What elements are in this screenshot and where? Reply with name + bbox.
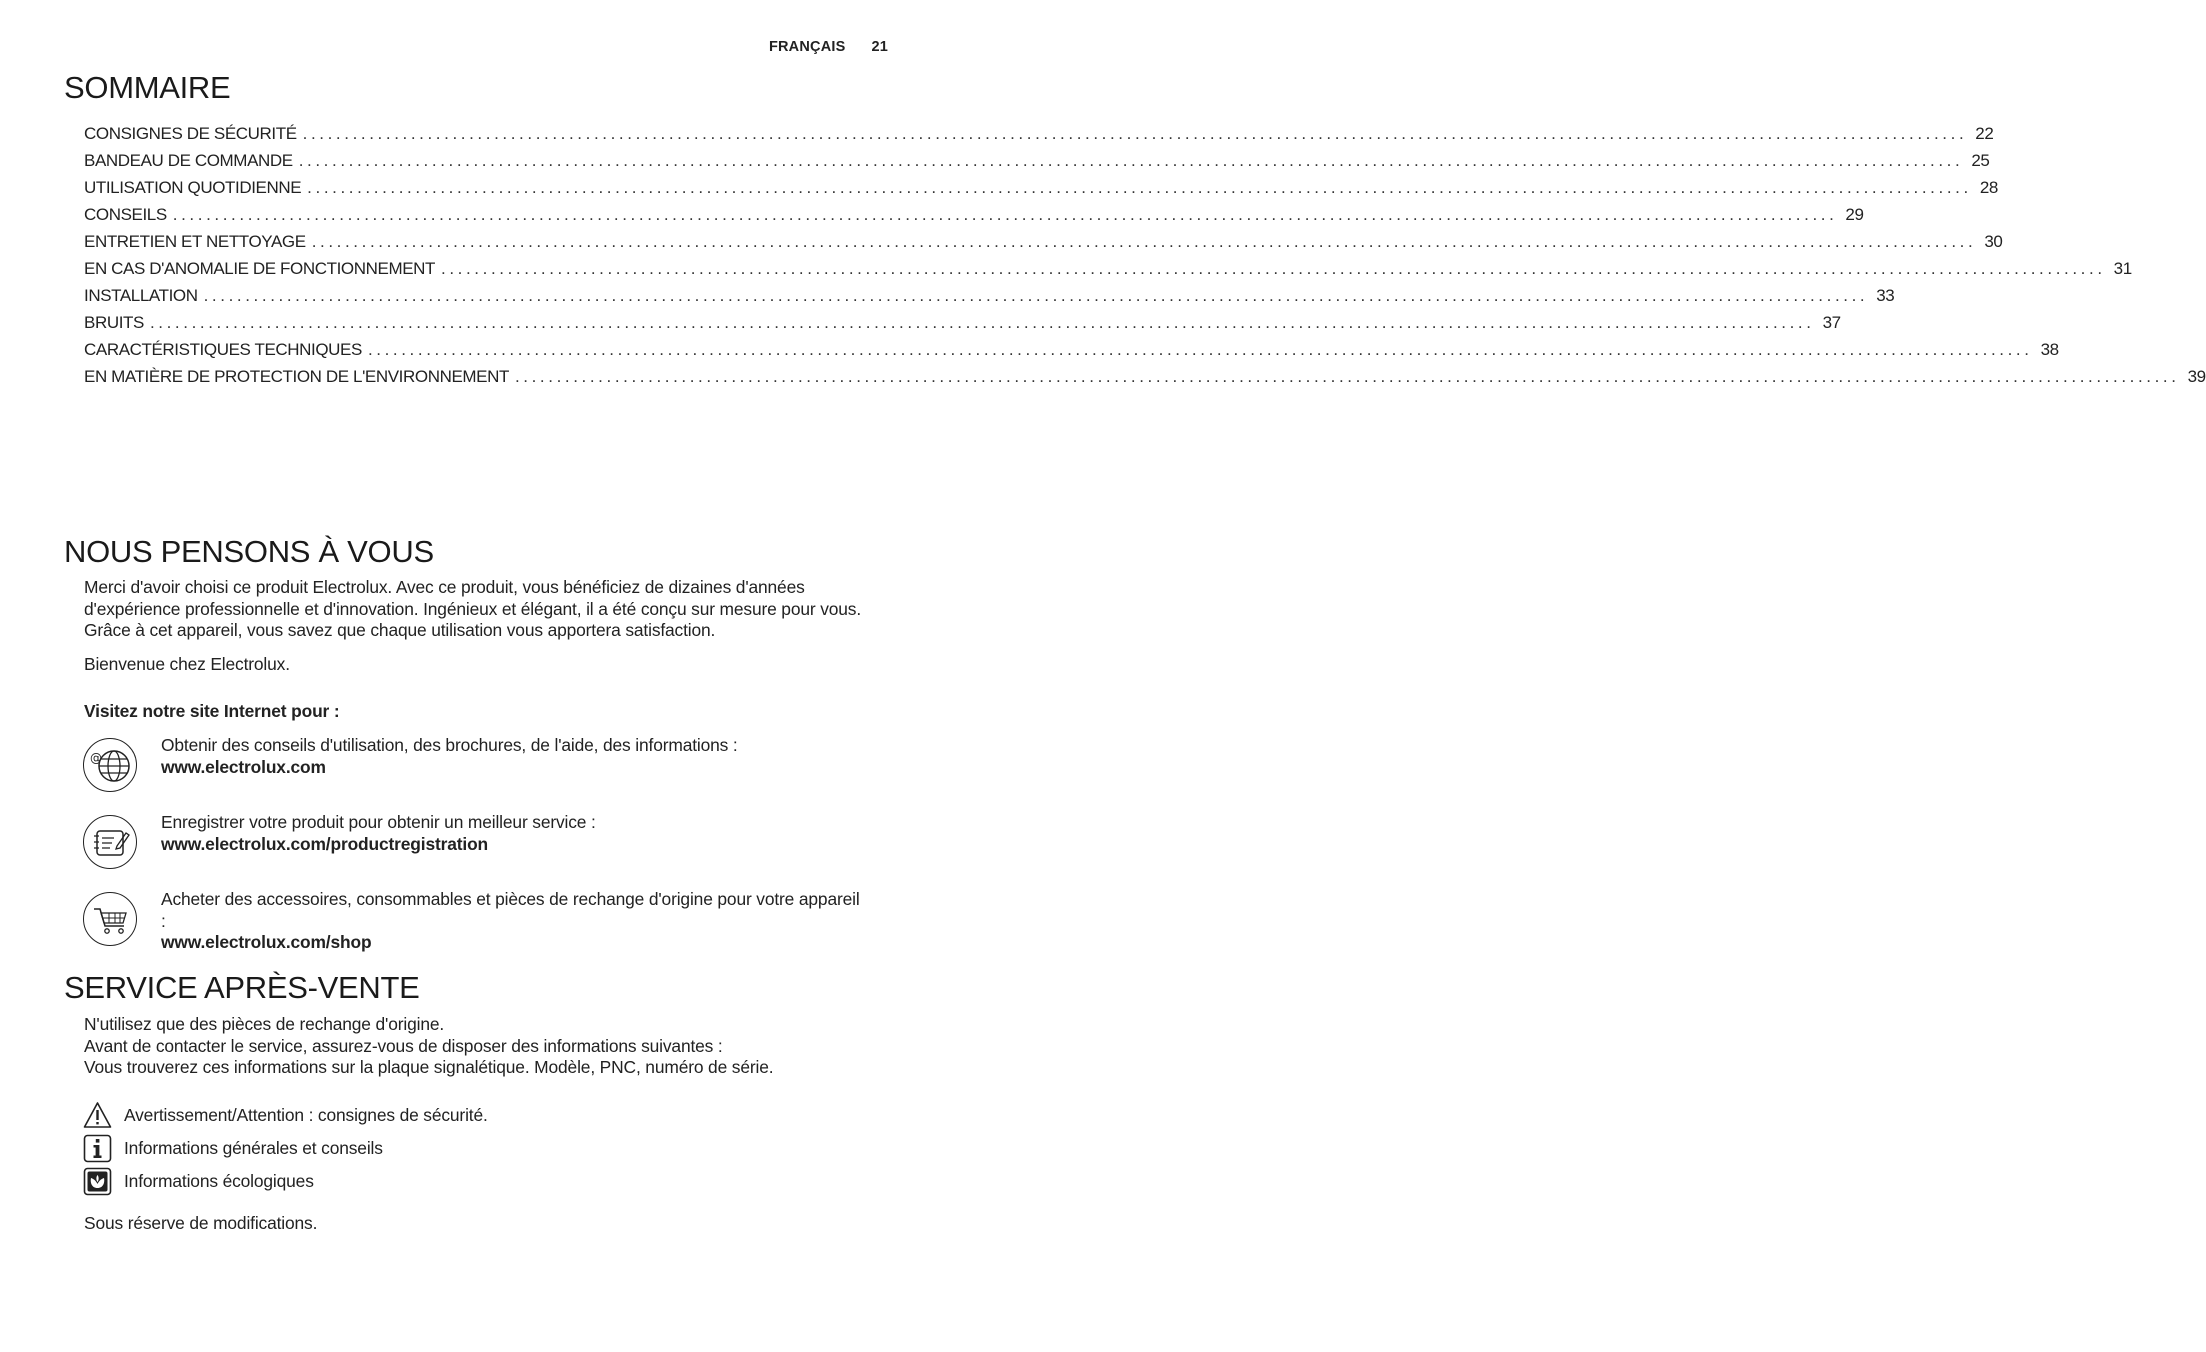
language-label: FRANÇAIS	[768, 39, 846, 55]
toc-entry-page: 37	[1822, 313, 1841, 332]
service-line: Vous trouverez ces informations sur la plaque signalétique. Modèle, PNC, numéro de série.	[84, 1057, 774, 1077]
warning-label: Avertissement/Attention : consignes de sécurité.	[124, 1105, 488, 1125]
symbol-legend-eco	[83, 1167, 314, 1196]
info-label: Informations générales et conseils	[124, 1138, 383, 1158]
footer-note: Sous réserve de modifications.	[84, 1213, 318, 1233]
visit-item-text: Enregistrer votre produit pour obtenir un meilleur service :	[161, 812, 596, 832]
toc-entry[interactable]	[84, 232, 2003, 259]
registration-form-icon	[83, 815, 137, 869]
intro-title: NOUS PENSONS À VOUS	[64, 534, 434, 569]
toc-entry-title: UTILISATION QUOTIDIENNE	[84, 178, 302, 197]
toc-entry-title: CONSIGNES DE SÉCURITÉ	[84, 124, 297, 143]
toc-entry-page: 25	[1971, 151, 1990, 170]
visit-heading: Visitez notre site Internet pour :	[84, 701, 340, 721]
toc-entry-title: EN CAS D'ANOMALIE DE FONCTIONNEMENT	[84, 259, 436, 278]
visit-item-text: Acheter des accessoires, consommables et pièces de rechange d'origine pour votre appareil :	[161, 889, 860, 931]
toc-entry-page: 28	[1979, 178, 1998, 197]
toc-entry-page: 31	[2113, 259, 2132, 278]
symbol-legend-warning	[83, 1101, 488, 1130]
web-globe-icon	[83, 738, 137, 792]
toc-leader-dots: ........................................................................................................................................................................................................	[307, 178, 1972, 197]
shopping-cart-icon	[83, 892, 137, 946]
visit-item	[161, 889, 861, 954]
product-registration-link[interactable]: www.electrolux.com/productregistration	[161, 833, 489, 854]
intro-paragraph: Merci d'avoir choisi ce produit Electrolux. Avec ce produit, vous bénéficiez de dizaines d'années d'expérience professionnelle et d'innovation. Ingénieux et élégant, il a été conçu sur mesure pour vous. Grâce à cet appareil, vous savez que chaque utilisation vous apportera satisfaction.	[84, 577, 862, 640]
toc-entry[interactable]	[84, 151, 1990, 178]
toc-entry[interactable]	[84, 124, 1994, 151]
toc-entry-title: BRUITS	[84, 313, 144, 332]
toc-leader-dots: ........................................................................................................................................................................................................	[367, 340, 2033, 359]
toc-entry[interactable]	[84, 313, 1841, 340]
toc-leader-dots: ........................................................................................................................................................................................................	[203, 286, 1869, 305]
toc-entry[interactable]	[84, 259, 2132, 286]
toc-entry-title: CONSEILS	[84, 205, 167, 224]
visit-item	[161, 735, 861, 778]
website-link[interactable]: www.electrolux.com	[161, 756, 326, 777]
service-title: SERVICE APRÈS-VENTE	[64, 970, 420, 1005]
visit-item-text: Obtenir des conseils d'utilisation, des brochures, de l'aide, des informations :	[161, 735, 738, 755]
toc-entry-title: BANDEAU DE COMMANDE	[84, 151, 293, 170]
page-header	[769, 39, 888, 55]
toc-entry-title: EN MATIÈRE DE PROTECTION DE L'ENVIRONNEMENT	[84, 367, 509, 386]
toc-entry[interactable]	[84, 286, 1895, 313]
toc-entry[interactable]	[84, 340, 2059, 367]
page-number: 21	[871, 39, 888, 55]
toc-leader-dots: ........................................................................................................................................................................................................	[311, 232, 1977, 251]
toc-title: SOMMAIRE	[64, 70, 231, 105]
info-icon	[83, 1134, 112, 1163]
toc-entry-title: CARACTÉRISTIQUES TECHNIQUES	[84, 340, 362, 359]
eco-label: Informations écologiques	[124, 1171, 314, 1191]
symbol-legend-info	[83, 1134, 383, 1163]
toc-leader-dots: ........................................................................................................................................................................................................	[298, 151, 1964, 170]
toc-leader-dots: ........................................................................................................................................................................................................	[514, 367, 2180, 386]
toc-entry-page: 30	[1984, 232, 2003, 251]
shop-link[interactable]: www.electrolux.com/shop	[161, 932, 372, 952]
toc-entry[interactable]	[84, 205, 1864, 232]
toc-leader-dots: ........................................................................................................................................................................................................	[441, 259, 2106, 278]
service-text	[84, 1014, 874, 1079]
welcome-text: Bienvenue chez Electrolux.	[84, 654, 290, 674]
toc-leader-dots: ........................................................................................................................................................................................................	[302, 124, 1968, 143]
service-line: Avant de contacter le service, assurez-vous de disposer des informations suivantes :	[84, 1035, 723, 1056]
toc-entry-title: ENTRETIEN ET NETTOYAGE	[84, 232, 306, 251]
toc-leader-dots: ........................................................................................................................................................................................................	[172, 205, 1838, 224]
toc-entry[interactable]	[84, 178, 1998, 205]
visit-item	[161, 812, 861, 855]
toc-entry-page: 38	[2040, 340, 2059, 359]
warning-icon	[83, 1101, 112, 1130]
toc-entry-page: 22	[1975, 124, 1994, 143]
toc-leader-dots: ........................................................................................................................................................................................................	[149, 313, 1815, 332]
toc-entry-page: 39	[2187, 367, 2206, 386]
toc-entry-page: 33	[1876, 286, 1895, 305]
table-of-contents	[84, 124, 2206, 394]
svg-text:@: @	[90, 751, 102, 765]
toc-entry[interactable]	[84, 367, 2206, 394]
eco-icon	[83, 1167, 112, 1196]
toc-entry-page: 29	[1845, 205, 1864, 224]
toc-entry-title: INSTALLATION	[84, 286, 198, 305]
service-line: N'utilisez que des pièces de rechange d'origine.	[84, 1014, 445, 1034]
